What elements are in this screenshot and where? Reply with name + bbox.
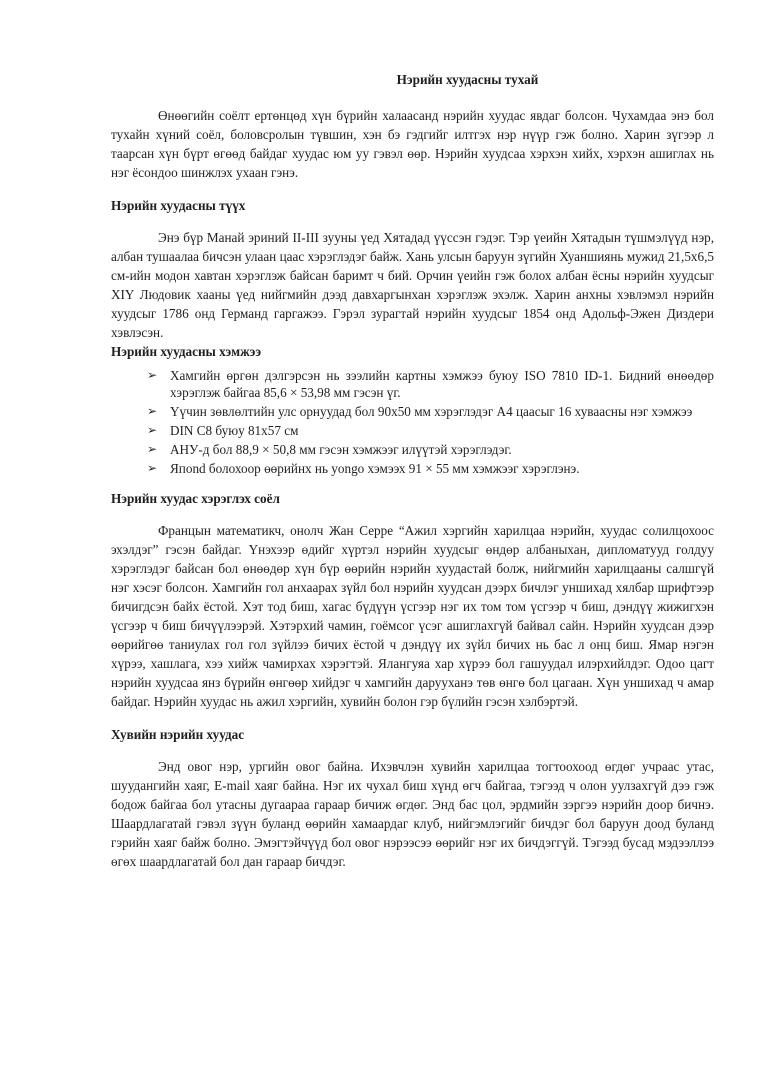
arrow-bullet-icon: ➢ (147, 404, 158, 418)
etiquette-paragraph: Францын математикч, онолч Жан Серре “Ажил хэргийн харилцаа нэрийн, хуудас солилцохоос эхэлдэг” гэсэн байдаг. Үнэхээр өдийг хүртэл нэрийн хуудсыг өндөр албаныхан, дипломатууд голдуу хэрэглэдэг байсан бол өнөөдөр хүн бүр өөрийн нэрийн хуудастай болж, нийгмийн харилцааны салшгүй нэг хэсэг болсон. Хамгийн гол анхаарах зүйл бол нэрийн хуудсан дээрх бичлэг уншихад хялбар шрифтээр бичигдсэн байх ёстой. Хэт тод биш, хагас бүдүүн үсгээр нэг их том том үсгээр ч биш, дэндүү жижигхэн үсгээр ч биш бичүүлээрэй. Хэтэрхий чамин, гоёмсог үсэг ашиглахгүй байвал сайн. Нэрийн хуудсан дээр өөрийгөө таниулах гол гол зүйлээ бичих ёстой ч дэндүү их зүйл бичих нь бас л онц биш. Ямар нэгэн хүрээ, хашлага, хээ хийж чамирхах хэрэгтэй. Ялангуяа хар хүрээ бол гашуудал илэрхийлдэг. Одоо цагт нэрийн хуудсаа янз бүрийн өнгөөр хийдэг ч хамгийн дарууханэ төв өнгө бол цагаан. Хүн уншихад ч амар байдаг. Нэрийн хуудас нь ажил хэргийн, хувийн болон гэр бүлийн гэсэн хэлбэртэй. (111, 523, 714, 709)
history-section (111, 196, 714, 342)
list-item: ➢ Хамгийн өргөн дэлгэрсэн нь зээлийн картны хэмжээ буюу ISO 7810 ID-1. Бидний өнөөдөр хэрэглэж байгаа 85,6 × 53,98 мм гэсэн үг. (147, 368, 714, 400)
intro-paragraph: Өнөөгийн соёлт ертөнцөд хүн бүрийн халаасанд нэрийн хуудас явдаг болсон. Чухамдаа энэ бол тухайн хүний соёл, боловсролын түвшин, хэн бэ гэдгийг илтгэх нэр нүүр гэж болно. Харин зүгээр л таарсан хүн бүрт өгөөд байдаг хуудас юм уу гэвэл өөр. Нэрийн хуудсаа хэрхэн хийх, хэрхэн ашиглах нь нэг ёсондоо шинжлэх ухаан гэнэ. (111, 108, 714, 180)
personal-heading: Хувийн нэрийн хуудас (111, 727, 245, 742)
intro-section (111, 106, 714, 182)
size-section (111, 342, 714, 477)
history-heading: Нэрийн хуудасны түүх (111, 198, 246, 213)
arrow-bullet-icon: ➢ (147, 368, 158, 382)
history-paragraph: Энэ бүр Манай эриний II-III зууны үед Хятадад үүссэн гэдэг. Тэр үеийн Хятадын түшмэлүүд нэр, албан тушаалаа бичсэн улаан цаас хэрэглэдэг байж. Хань улсын баруун зүгийн Хуаншиянь мужид 21,5х6,5 см-ийн модон хавтан хэрэглэж байсан баримт ч бий. Орчин үеийн гэж болох албан ёсны нэрийн хуудсыг XIY Людовик хааны үед нийгмийн дээд давхаргынхан хэрэглэж эхэлж. Харин анхны хэвлэмэл нэрийн хуудсыг 1786 онд Германд гаргажээ. Гэрэл зурагтай нэрийн хуудсыг 1854 онд Адольф-Эжен Диздери хэвлэсэн. (111, 230, 714, 340)
list-item: ➢ АНУ-д бол 88,9 × 50,8 мм гэсэн хэмжээг илүүтэй хэрэглэдэг. (147, 442, 512, 457)
arrow-bullet-icon: ➢ (147, 423, 158, 437)
size-heading: Нэрийн хуудасны хэмжээ (111, 344, 262, 359)
personal-paragraph: Энд овог нэр, ургийн овог байна. Ихэвчлэн хувийн харилцаа тогтоохоод өгдөг учраас утас, шуудангийн хаяг, E-mail хаяг байна. Нэг их чухал биш хүнд өгч байгаа, тэгээд ч олон уулзахгүй дээ гэж бодож байгаа бол утасны дугаараа гараар бичиж өгдөг. Энд бас цол, эрдмийн зэргээ нэрийн доор бичнэ. Шаардлагатай гэвэл зүүн буланд өөрийн хамаардаг клуб, нийгэмлэгийг бичдэг бол баруун доод буланд гэрийн хаяг байж болно. Эмэгтэйчүүд бол овог нэрээсээ өөрийг нэг их бичдэггүй. Тэгээд бусад мэдээллээ өгөх шаардлагатай бол дан гараар бичдэг. (111, 759, 714, 869)
personal-section (111, 725, 714, 871)
arrow-bullet-icon: ➢ (147, 442, 158, 456)
etiquette-heading: Нэрийн хуудас хэрэглэх соёл (111, 491, 280, 506)
page-title: Нэрийн хуудасны тухай (396, 72, 539, 87)
list-item: ➢ DIN C8 буюу 81х57 см (147, 423, 299, 438)
size-list (111, 367, 714, 477)
list-item: ➢ Япond болохоор өөрийнх нь yongo хэмээх 91 × 55 мм хэмжээг хэрэглэнэ. (147, 461, 580, 476)
arrow-bullet-icon: ➢ (147, 461, 158, 475)
etiquette-section (111, 489, 714, 711)
list-item: ➢ Үүчин зөвлөлтийн улс орнуудад бол 90х50 мм хэрэглэдэг А4 цаасыг 16 хуваасны нэг хэмжээ (147, 404, 693, 419)
